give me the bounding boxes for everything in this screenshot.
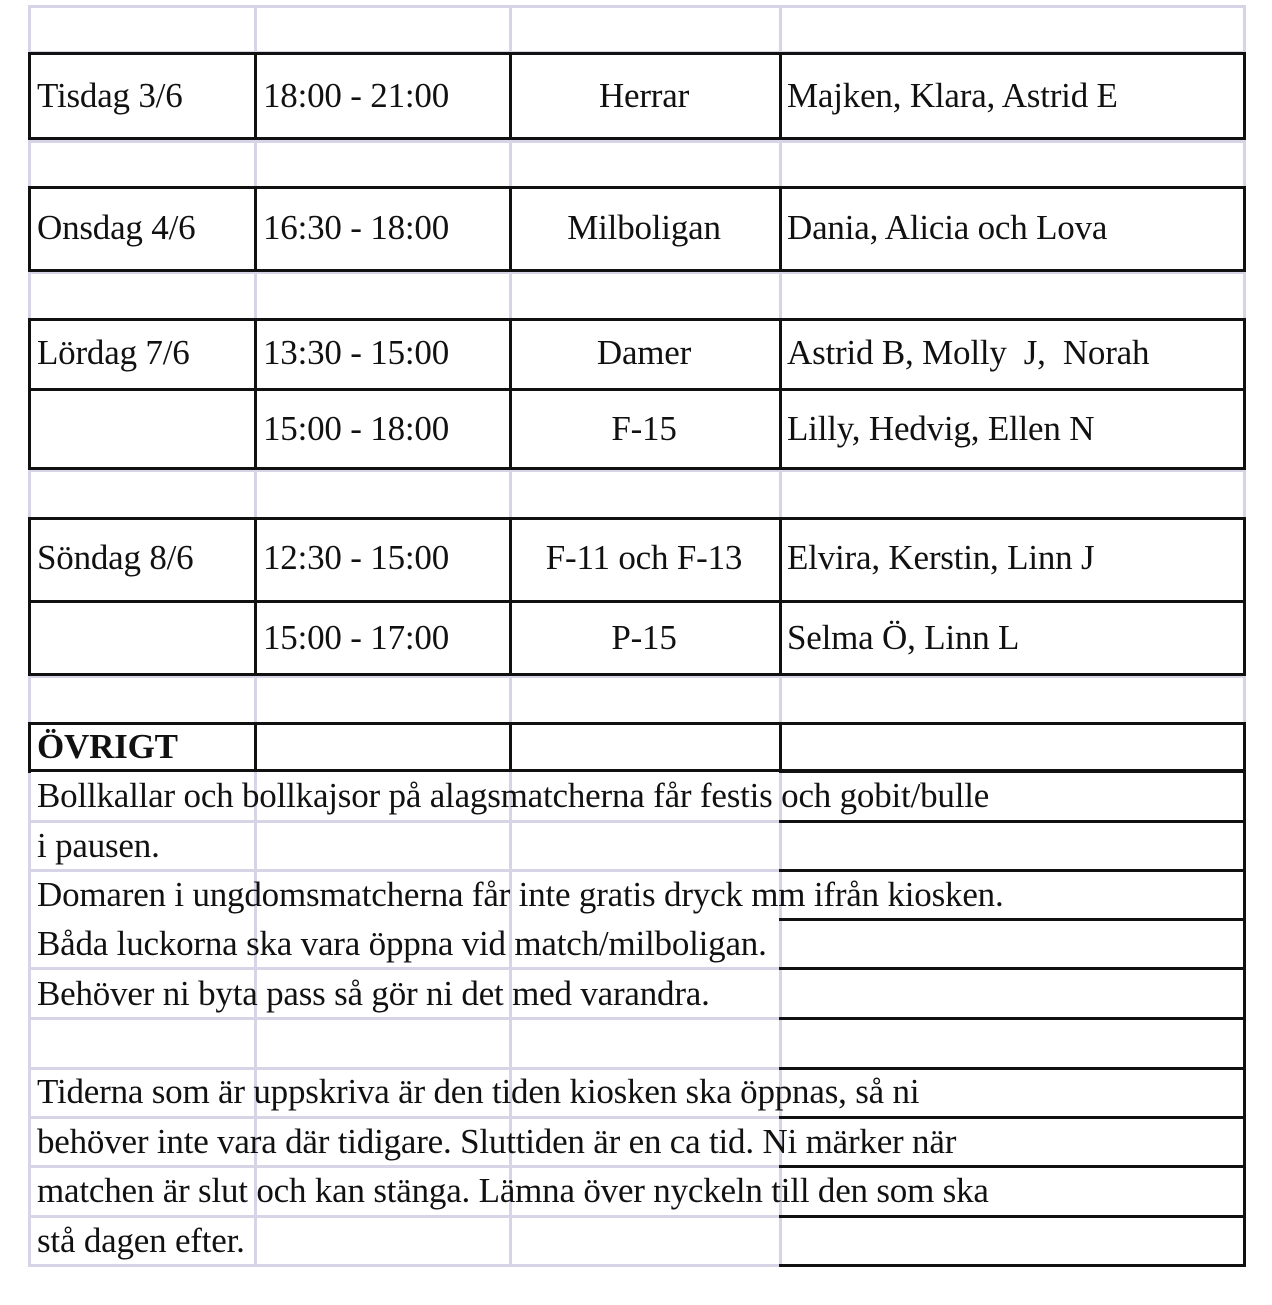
cell-border: [254, 722, 257, 772]
team-cell[interactable]: F-15: [611, 409, 677, 448]
time-cell[interactable]: 13:30 - 15:00: [263, 333, 450, 372]
note-line[interactable]: Båda luckorna ska vara öppna vid match/milboligan.: [37, 924, 767, 963]
cell-border: [779, 770, 1246, 773]
cell-border: [779, 318, 782, 470]
cell-border: [779, 918, 1246, 921]
grid-line: [28, 5, 1245, 8]
cell-border: [28, 673, 1246, 676]
staff-cell[interactable]: Dania, Alicia och Lova: [787, 208, 1108, 247]
cell-border: [509, 722, 512, 772]
note-line[interactable]: stå dagen efter.: [37, 1221, 245, 1260]
note-line[interactable]: Domaren i ungdomsmatcherna får inte gratis dryck mm ifrån kiosken.: [37, 875, 1004, 914]
cell-border: [28, 722, 31, 772]
cell-border: [1243, 318, 1246, 470]
cell-border: [28, 137, 1246, 140]
time-cell[interactable]: 15:00 - 17:00: [263, 618, 450, 657]
time-cell[interactable]: 15:00 - 18:00: [263, 409, 450, 448]
staff-cell[interactable]: Elvira, Kerstin, Linn J: [787, 538, 1095, 577]
cell-border: [1243, 722, 1246, 772]
time-cell[interactable]: 18:00 - 21:00: [263, 76, 450, 115]
time-cell[interactable]: 12:30 - 15:00: [263, 538, 450, 577]
team-cell[interactable]: F-11 och F-13: [545, 538, 743, 577]
day-cell[interactable]: Lördag 7/6: [37, 333, 190, 372]
cell-border: [28, 269, 1246, 272]
cell-border: [1243, 770, 1246, 1266]
cell-border: [779, 1067, 1246, 1070]
staff-cell[interactable]: Astrid B, Molly J, Norah: [787, 333, 1150, 372]
cell-border: [254, 52, 257, 140]
cell-border: [779, 1116, 1246, 1119]
cell-border: [28, 517, 31, 676]
cell-border: [779, 1215, 1246, 1218]
cell-border: [28, 52, 1246, 55]
team-cell[interactable]: Damer: [596, 333, 692, 372]
cell-border: [28, 52, 31, 140]
cell-border: [28, 186, 31, 272]
note-line[interactable]: Bollkallar och bollkajsor på alagsmatcherna får festis och gobit/bulle: [37, 776, 990, 815]
cell-border: [779, 967, 1246, 970]
cell-border: [779, 1017, 1246, 1020]
cell-border: [254, 318, 257, 470]
cell-border: [28, 318, 1246, 321]
cell-border: [254, 186, 257, 272]
cell-border: [779, 1165, 1246, 1168]
cell-border: [779, 186, 782, 272]
cell-border: [1243, 52, 1246, 140]
day-cell[interactable]: Onsdag 4/6: [37, 208, 196, 247]
cell-border: [28, 467, 1246, 470]
time-cell[interactable]: 16:30 - 18:00: [263, 208, 450, 247]
cell-border: [779, 722, 782, 772]
grid-line: [28, 140, 1245, 143]
team-cell[interactable]: P-15: [611, 618, 677, 657]
day-cell[interactable]: Tisdag 3/6: [37, 76, 183, 115]
cell-border: [28, 722, 1246, 725]
cell-border: [1243, 186, 1246, 272]
team-cell[interactable]: Milboligan: [567, 208, 721, 247]
note-line[interactable]: Tiderna som är uppskriva är den tiden kiosken ska öppnas, så ni: [37, 1072, 920, 1111]
cell-border: [779, 869, 1246, 872]
cell-border: [28, 186, 1246, 189]
cell-border: [28, 388, 1246, 391]
note-line[interactable]: i pausen.: [37, 826, 160, 865]
cell-border: [254, 517, 257, 676]
cell-border: [28, 318, 31, 470]
staff-cell[interactable]: Selma Ö, Linn L: [787, 618, 1020, 657]
cell-border: [28, 770, 31, 773]
note-line[interactable]: matchen är slut och kan stänga. Lämna över nyckeln till den som ska: [37, 1171, 989, 1210]
other-heading: ÖVRIGT: [37, 727, 178, 766]
cell-border: [779, 820, 1246, 823]
cell-border: [1243, 517, 1246, 676]
staff-cell[interactable]: Majken, Klara, Astrid E: [787, 76, 1118, 115]
cell-border: [28, 600, 1246, 603]
staff-cell[interactable]: Lilly, Hedvig, Ellen N: [787, 409, 1095, 448]
cell-border: [779, 517, 782, 676]
cell-border: [779, 1264, 1246, 1267]
note-line[interactable]: Behöver ni byta pass så gör ni det med varandra.: [37, 974, 710, 1013]
cell-border: [779, 52, 782, 140]
team-cell[interactable]: Herrar: [598, 76, 690, 115]
note-line[interactable]: behöver inte vara där tidigare. Sluttiden är en ca tid. Ni märker när: [37, 1122, 957, 1161]
day-cell[interactable]: Söndag 8/6: [37, 538, 194, 577]
cell-border: [28, 517, 1246, 520]
